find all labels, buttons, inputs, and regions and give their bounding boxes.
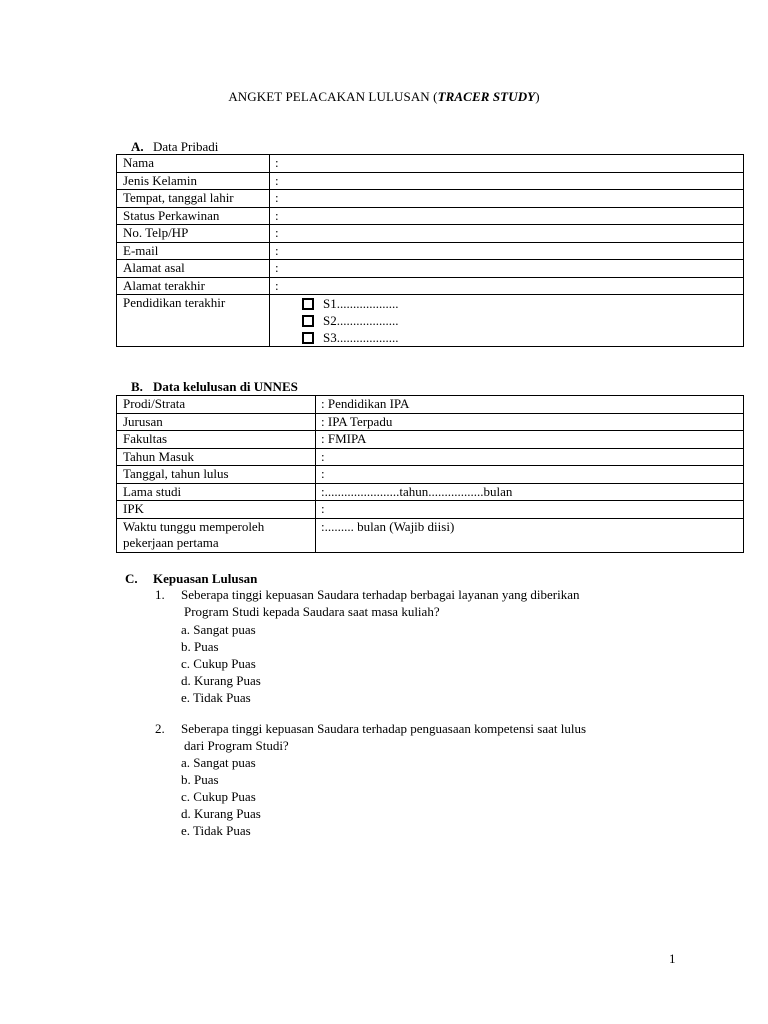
name-field[interactable]: : bbox=[270, 155, 744, 173]
table-row bbox=[117, 172, 744, 190]
option-s1[interactable] bbox=[302, 295, 743, 312]
table-row bbox=[117, 518, 744, 552]
last-address-field[interactable]: : bbox=[270, 277, 744, 295]
question-text bbox=[181, 586, 701, 620]
answer-option[interactable]: d. Kurang Puas bbox=[181, 806, 261, 821]
row-label: Waktu tunggu memperoleh pekerjaan pertama bbox=[117, 518, 316, 552]
row-label: E-mail bbox=[117, 242, 270, 260]
answer-option[interactable]: a. Sangat puas bbox=[181, 755, 256, 770]
section-a-letter: A. bbox=[131, 139, 144, 154]
document-title bbox=[0, 88, 768, 105]
department-field[interactable]: : IPA Terpadu bbox=[316, 413, 744, 431]
question-2 bbox=[155, 720, 715, 840]
table-row bbox=[117, 225, 744, 243]
answer-option[interactable]: e. Tidak Puas bbox=[181, 823, 251, 838]
option-label: S2................... bbox=[323, 312, 399, 328]
table-row bbox=[117, 501, 744, 519]
origin-address-field[interactable]: : bbox=[270, 260, 744, 278]
row-label: Tempat, tanggal lahir bbox=[117, 190, 270, 208]
graduation-data-table bbox=[116, 395, 744, 553]
row-label: Tahun Masuk bbox=[117, 448, 316, 466]
answer-option[interactable]: a. Sangat puas bbox=[181, 622, 256, 637]
table-row bbox=[117, 396, 744, 414]
answer-option[interactable]: d. Kurang Puas bbox=[181, 673, 261, 688]
faculty-field[interactable]: : FMIPA bbox=[316, 431, 744, 449]
answer-option[interactable]: b. Puas bbox=[181, 772, 219, 787]
table-row bbox=[117, 466, 744, 484]
checkbox-icon[interactable] bbox=[302, 315, 314, 327]
waiting-time-field[interactable]: :......... bulan (Wajib diisi) bbox=[316, 518, 744, 552]
page-number: 1 bbox=[669, 951, 676, 966]
section-c-title: Kepuasan Lulusan bbox=[153, 571, 258, 586]
section-a-heading bbox=[131, 138, 218, 155]
graduation-date-field[interactable]: : bbox=[316, 466, 744, 484]
education-options bbox=[270, 295, 744, 347]
table-row bbox=[117, 207, 744, 225]
question-text bbox=[181, 720, 701, 754]
option-label: S3................... bbox=[323, 329, 399, 345]
question-number: 1. bbox=[155, 587, 165, 602]
study-program-field[interactable]: : Pendidikan IPA bbox=[316, 396, 744, 414]
row-label: Prodi/Strata bbox=[117, 396, 316, 414]
question-1 bbox=[155, 586, 715, 706]
row-label: Jenis Kelamin bbox=[117, 172, 270, 190]
birth-field[interactable]: : bbox=[270, 190, 744, 208]
answer-option[interactable]: e. Tidak Puas bbox=[181, 690, 251, 705]
row-label: Nama bbox=[117, 155, 270, 173]
row-label: Tanggal, tahun lulus bbox=[117, 466, 316, 484]
row-label: Status Perkawinan bbox=[117, 207, 270, 225]
question-line: dari Program Studi? bbox=[184, 738, 289, 753]
title-close: ) bbox=[535, 89, 540, 104]
row-label: No. Telp/HP bbox=[117, 225, 270, 243]
email-field[interactable]: : bbox=[270, 242, 744, 260]
gpa-field[interactable]: : bbox=[316, 501, 744, 519]
table-row bbox=[117, 190, 744, 208]
gender-field[interactable]: : bbox=[270, 172, 744, 190]
answer-option[interactable]: b. Puas bbox=[181, 639, 219, 654]
answer-options bbox=[181, 621, 261, 706]
table-row bbox=[117, 277, 744, 295]
section-b-heading bbox=[131, 378, 298, 395]
personal-data-table bbox=[116, 154, 744, 347]
row-label: Pendidikan terakhir bbox=[117, 295, 270, 347]
checkbox-icon[interactable] bbox=[302, 298, 314, 310]
section-c-heading bbox=[125, 570, 257, 587]
answer-option[interactable]: c. Cukup Puas bbox=[181, 656, 256, 671]
section-c-letter: C. bbox=[125, 571, 138, 586]
title-italic: TRACER STUDY bbox=[437, 89, 536, 104]
section-b-letter: B. bbox=[131, 379, 143, 394]
marital-status-field[interactable]: : bbox=[270, 207, 744, 225]
row-label: Lama studi bbox=[117, 483, 316, 501]
option-label: S1................... bbox=[323, 295, 399, 311]
option-s2[interactable] bbox=[302, 312, 743, 329]
table-row bbox=[117, 483, 744, 501]
table-row bbox=[117, 295, 744, 347]
question-number: 2. bbox=[155, 721, 165, 736]
checkbox-icon[interactable] bbox=[302, 332, 314, 344]
entry-year-field[interactable]: : bbox=[316, 448, 744, 466]
row-label: Alamat asal bbox=[117, 260, 270, 278]
table-row bbox=[117, 448, 744, 466]
table-row bbox=[117, 242, 744, 260]
question-line: Program Studi kepada Saudara saat masa kuliah? bbox=[184, 604, 440, 619]
section-a-title: Data Pribadi bbox=[153, 139, 219, 154]
row-label: Alamat terakhir bbox=[117, 277, 270, 295]
row-label: IPK bbox=[117, 501, 316, 519]
table-row bbox=[117, 431, 744, 449]
row-label: Fakultas bbox=[117, 431, 316, 449]
option-s3[interactable] bbox=[302, 329, 743, 346]
table-row bbox=[117, 155, 744, 173]
table-row bbox=[117, 413, 744, 431]
title-text: ANGKET PELACAKAN LULUSAN ( bbox=[228, 89, 438, 104]
answer-option[interactable]: c. Cukup Puas bbox=[181, 789, 256, 804]
phone-field[interactable]: : bbox=[270, 225, 744, 243]
table-row bbox=[117, 260, 744, 278]
answer-options bbox=[181, 754, 261, 839]
question-line: Seberapa tinggi kepuasan Saudara terhadap penguasaan kompetensi saat lulus bbox=[181, 721, 587, 736]
question-line: Seberapa tinggi kepuasan Saudara terhadap berbagai layanan yang diberikan bbox=[181, 587, 580, 602]
section-b-title: Data kelulusan di UNNES bbox=[153, 379, 298, 394]
study-length-field[interactable]: :.......................tahun.................bulan bbox=[316, 483, 744, 501]
row-label: Jurusan bbox=[117, 413, 316, 431]
